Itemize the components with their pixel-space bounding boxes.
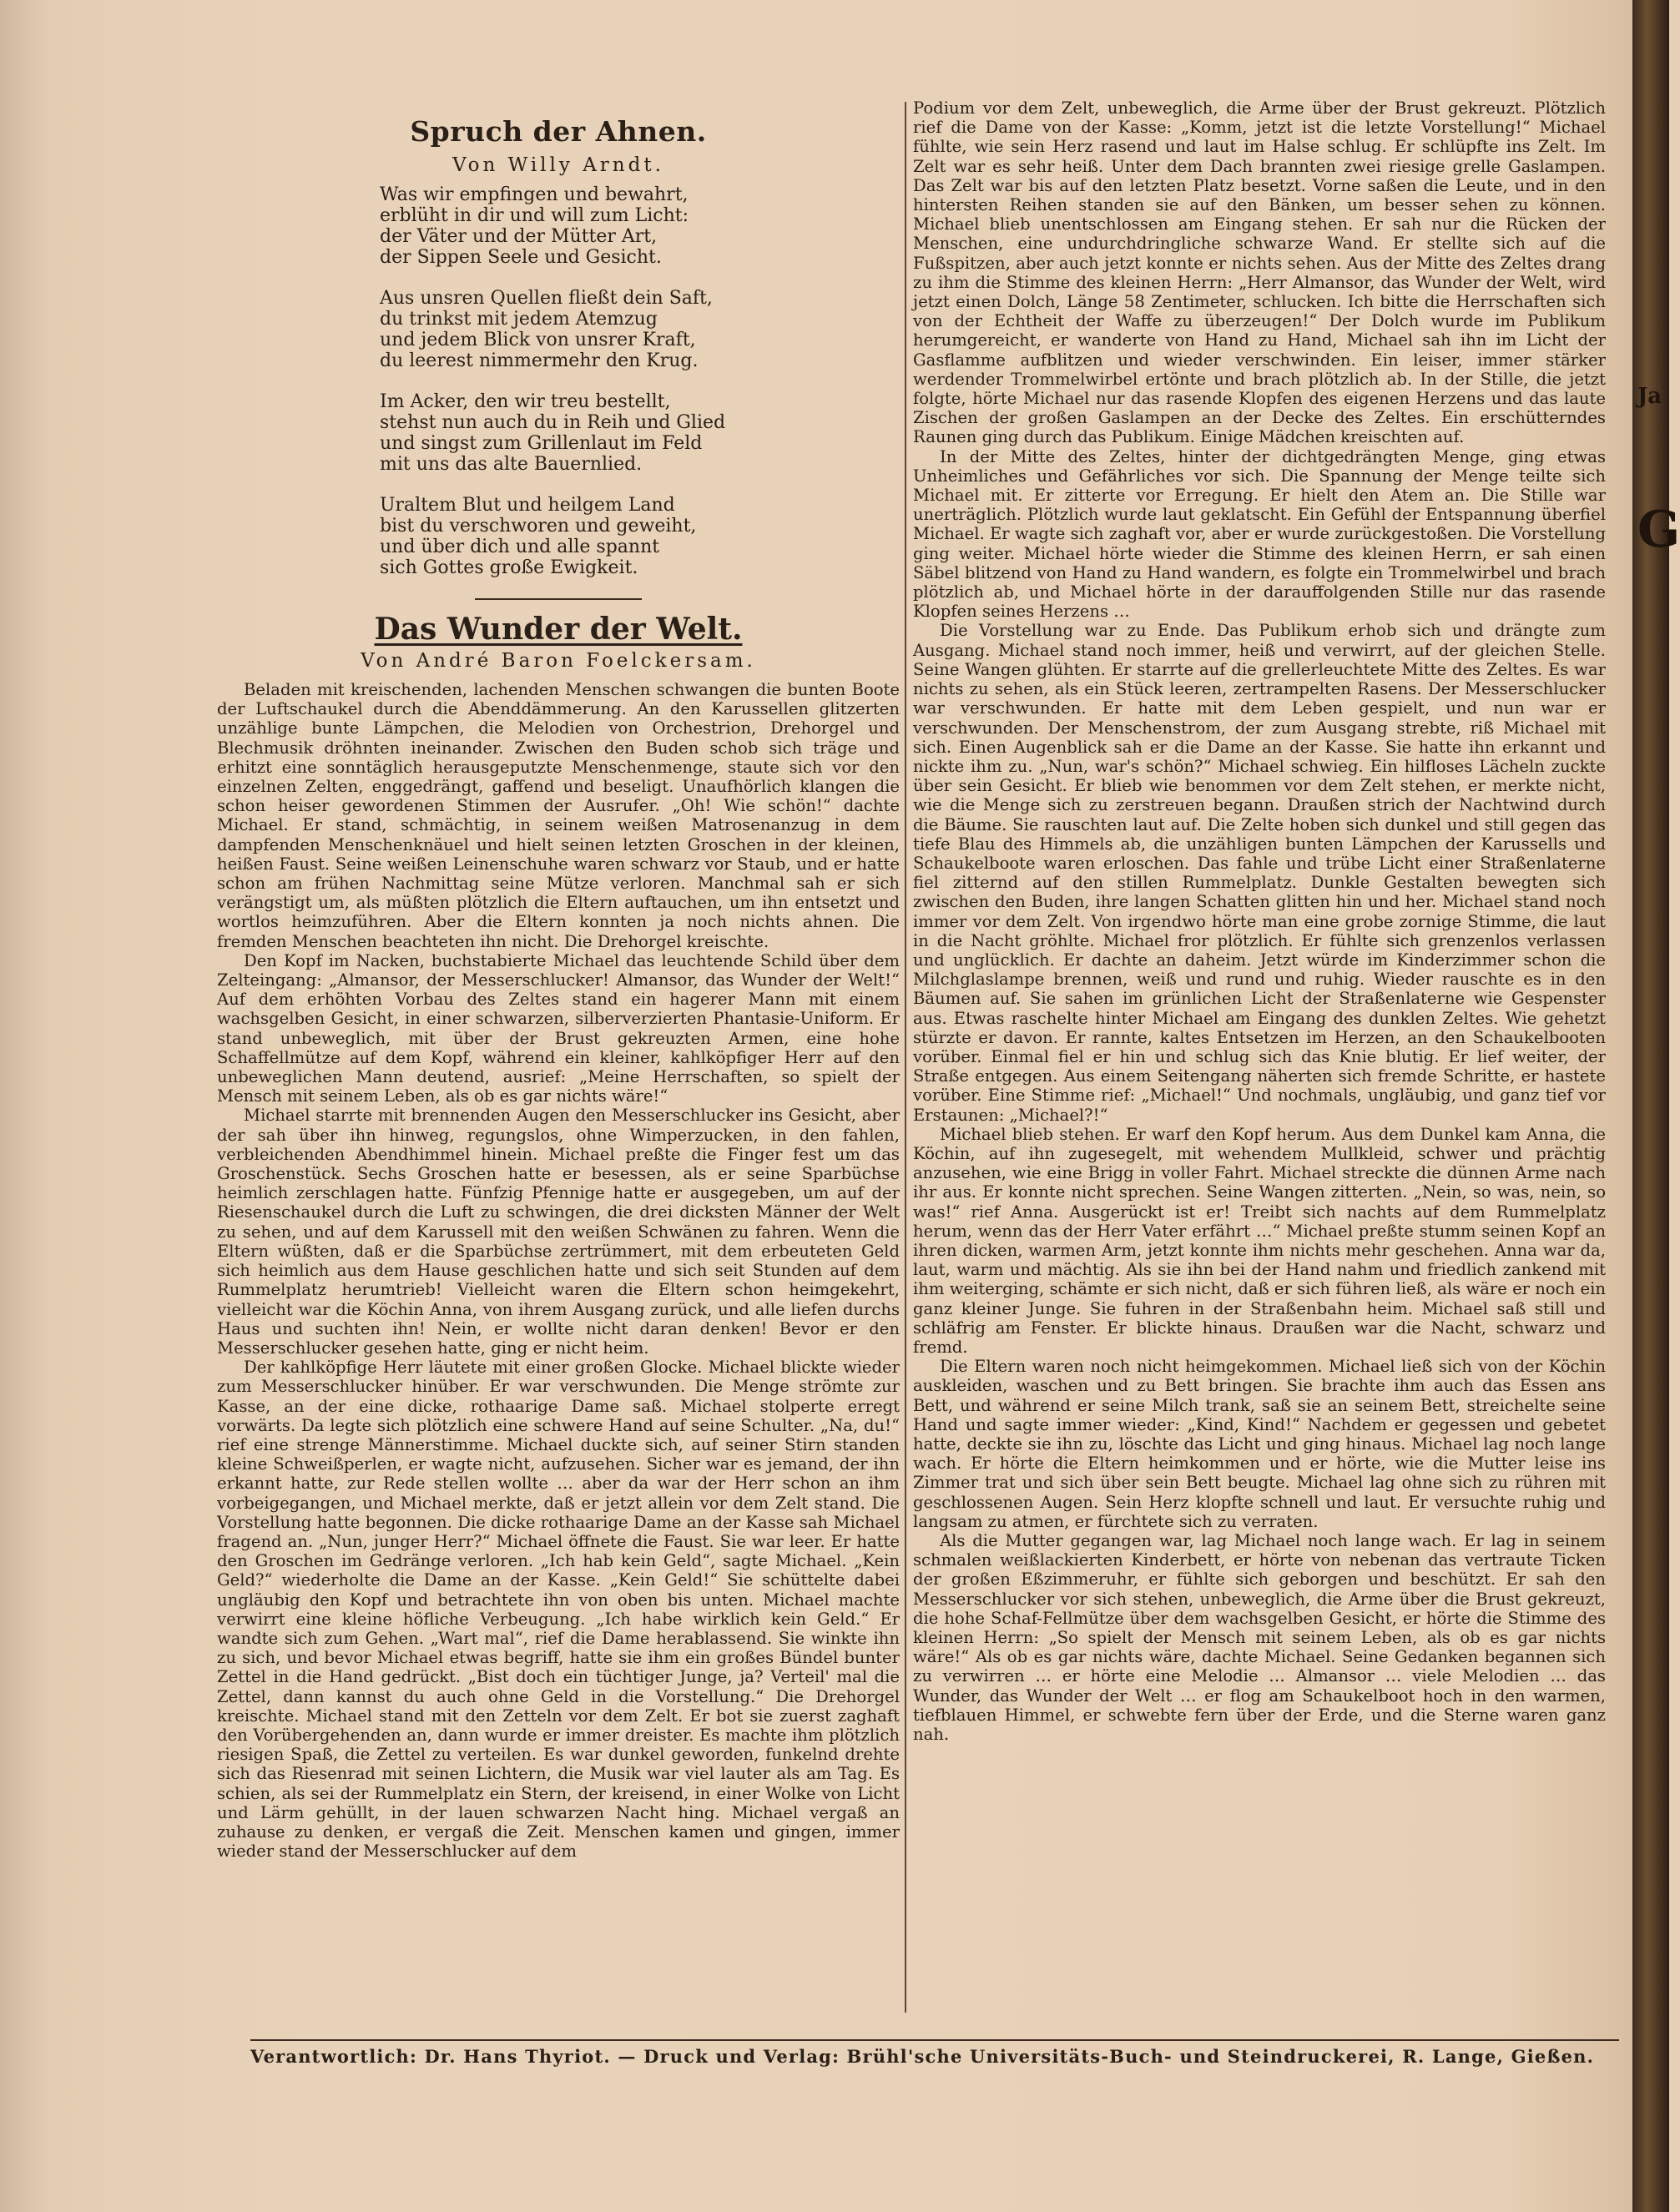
- story-paragraph: Michael blieb stehen. Er warf den Kopf herum. Aus dem Dunkel kam Anna, die Köchin, auf ihn zugesegelt, mit wehendem Mullkleid, schwer und prächtig anzusehen, wie eine Brigg in voller Fahrt. Michael streckte die dünnen Arme nach ihr aus. Er konnte nicht sprechen. Seine Wangen zitterten. „Nein, so was, nein, so was!“ rief Anna. Ausgerückt ist er! Treibt sich nachts auf dem Rummelplatz herum, wenn das der Herr Vater erfährt …“ Michael preßte stumm seinen Kopf an ihren dicken, warmen Arm, jetzt konnte ihm nichts mehr geschehen. Anna war da, laut, warm und mächtig. Als sie ihn bei der Hand nahm und friedlich zankend mit ihm weiterging, schämte er sich nicht, daß er sich führen ließ, als wäre er noch ein ganz kleiner Junge. Sie fuhren in der Straßenbahn heim. Michael saß still und schläfrig am Fenster. Er blickte hinaus. Draußen war die Nacht, schwarz und fremd.: [913, 1124, 1606, 1357]
- left-column: [217, 98, 900, 1861]
- edge-fragment: Ja: [1637, 384, 1662, 409]
- poem-line: der Väter und der Mütter Art,: [380, 226, 658, 247]
- poem-line: stehst nun auch du in Reih und Glied: [380, 412, 726, 433]
- story-paragraph: Die Eltern waren noch nicht heimgekommen. Michael ließ sich von der Köchin auskleiden, waschen und zu Bett bringen. Sie brachte ihm auch das Essen ans Bett, und während er seine Milch trank, saß sie an seinem Bett, streichelte seine Hand und sagte immer wieder: „Kind, Kind!“ Nachdem er gegessen und gebetet hatte, deckte sie ihn zu, löschte das Licht und ging hinaus. Michael lag noch lange wach. Er hörte die Eltern heimkommen und er hörte, wie die Mutter leise ins Zimmer trat und sich über sein Bett beugte. Michael lag ohne sich zu rühren mit geschlossenen Augen. Sein Herz klopfte schnell und laut. Er versuchte ruhig und langsam zu atmen, er fürchtete sich zu verraten.: [913, 1357, 1606, 1531]
- section-divider: [475, 598, 642, 600]
- poem-line: Was wir empfingen und bewahrt,: [380, 184, 689, 205]
- poem-line: und singst zum Grillenlaut im Feld: [380, 433, 703, 454]
- poem-line: du trinkst mit jedem Atemzug: [380, 309, 658, 330]
- imprint-footer: Verantwortlich: Dr. Hans Thyriot. — Druck und Verlag: Brühl'sche Universitäts-Buch- und Steindruckerei, R. Lange, Gießen.: [250, 2039, 1619, 2067]
- poem-line: und über dich und alle spannt: [380, 537, 660, 557]
- story-title: Das Wunder der Welt.: [374, 612, 743, 647]
- story-paragraph: Michael starrte mit brennenden Augen den Messerschlucker ins Gesicht, aber der sah über ihn hinweg, regungslos, ohne Wimperzucken, in den fahlen, verbleichenden Abendhimmel hinein. Michael preßte die Finger fest um das Groschenstück. Sechs Groschen hatte er besessen, als er seine Sparbüchse heimlich zerschlagen hatte. Fünfzig Pfennige hatte er ausgegeben, um auf der Riesenschaukel durch die Luft zu schwingen, die drei dicksten Männer der Welt zu sehen, und auf dem Karussell mit den weißen Schwänen zu fahren. Wenn die Eltern wüßten, daß er die Sparbüchse zertrümmert, mit dem erbeuteten Geld sich heimlich aus dem Hause geschlichen hatte und sich seit Stunden auf dem Rummelplatz herumtrieb! Vielleicht waren die Eltern schon heimgekehrt, vielleicht war die Köchin Anna, von ihrem Ausgang zurück, und alle liefen durchs Haus und suchten ihn! Nein, er wollte nicht daran denken! Bevor er den Messerschlucker gesehen hatte, ging er nicht heim.: [217, 1106, 900, 1358]
- poem-line: Uraltem Blut und heilgem Land: [380, 495, 675, 516]
- poem-author: Von Willy Arndt.: [452, 154, 664, 176]
- story-paragraph: Beladen mit kreischenden, lachenden Menschen schwangen die bunten Boote der Luftschaukel durch die Abenddämmerung. An den Karussellen glitzerten unzählige bunte Lämpchen, die Melodien von Orchestrion, Drehorgel und Blechmusik dröhnten ineinander. Zwischen den Buden schob sich träge und erhitzt eine sonntäglich herausgeputzte Menschenmenge, staute sich vor den einzelnen Zelten, enggedrängt, gaffend und beseligt. Unaufhörlich klangen die schon heiser gewordenen Stimmen der Ausrufer. „Oh! Wie schön!“ dachte Michael. Er stand, schmächtig, in seinem weißen Matrosenanzug in dem dampfenden Menschenknäuel und hielt seinen letzten Groschen in der kleinen, heißen Faust. Seine weißen Leinenschuhe waren schwarz vor Staub, und er hatte schon am frühen Nachmittag seine Mütze verloren. Manchmal sah er sich verängstigt um, als müßten plötzlich die Eltern auftauchen, um ihn entsetzt und wortlos heimzuführen. Aber die Eltern konnten ja noch nichts ahnen. Die fremden Menschen beachteten ihn nicht. Die Drehorgel kreischte.: [217, 680, 900, 951]
- story-paragraph: Als die Mutter gegangen war, lag Michael noch lange wach. Er lag in seinem schmalen weißlackierten Kinderbett, er hörte von nebenan das vertraute Ticken der großen Eßzimmeruhr, er fühlte sich geborgen und beschützt. Er sah den Messerschlucker vor sich stehen, unbeweglich, die Arme über die Brust gekreuzt, die hohe Schaf-Fellmütze über dem wachsgelben Gesicht, er hörte die Stimme des kleinen Herrn: „So spielt der Mensch mit seinem Leben, als ob es gar nichts wäre!“ Als ob es gar nichts wäre, dachte Michael. Seine Gedanken begannen sich zu verwirren … er hörte eine Melodie … Almansor … viele Melodien … das Wunder, das Wunder der Welt … er flog am Schaukelboot hoch in den warmen, tiefblauen Himmel, er schwebte fern über der Erde, und die Sterne waren ganz nah.: [913, 1531, 1606, 1745]
- adjacent-page-edge: [1632, 0, 1669, 2212]
- poem-line: der Sippen Seele und Gesicht.: [380, 247, 662, 268]
- poem-stanza: [380, 391, 900, 475]
- poem-line: mit uns das alte Bauernlied.: [380, 454, 643, 475]
- poem-line: du leerest nimmermehr den Krug.: [380, 350, 699, 371]
- poem-line: bist du verschworen und geweiht,: [380, 516, 697, 537]
- poem-stanza: [380, 288, 900, 371]
- story-paragraph: Der kahlköpfige Herr läutete mit einer großen Glocke. Michael blickte wieder zum Messerschlucker hinüber. Er war verschwunden. Die Menge strömte zur Kasse, an der eine dicke, rothaarige Dame saß. Michael stolperte erregt vorwärts. Da legte sich plötzlich eine schwere Hand auf seine Schulter. „Na, du!“ rief eine strenge Männerstimme. Michael duckte sich, auf seiner Stirn standen kleine Schweißperlen, er wagte nicht, aufzusehen. Sicher war es jemand, der ihn erkannt hatte, zur Rede stellen wollte … aber da war der Herr schon an ihm vorbeigegangen, und Michael merkte, daß er jetzt allein vor dem Zelt stand. Die Vorstellung hatte begonnen. Die dicke rothaarige Dame an der Kasse sah Michael fragend an. „Nun, junger Herr?“ Michael öffnete die Faust. Sie war leer. Er hatte den Groschen im Gedränge verloren. „Ich hab kein Geld“, sagte Michael. „Kein Geld?“ wiederholte die Dame an der Kasse. „Kein Geld!“ Sie schüttelte dabei ungläubig den Kopf und betrachtete ihn von oben bis unten. Michael machte verwirrt eine kleine höfliche Verbeugung. „Ich habe wirklich kein Geld.“ Er wandte sich zum Gehen. „Wart mal“, rief die Dame herablassend. Sie winkte ihn zu sich, und bevor Michael etwas begriff, hatte sie ihm ein großes Bündel bunter Zettel in die Hand gedrückt. „Bist doch ein tüchtiger Junge, ja? Verteil' mal die Zettel, dann kannst du auch ohne Geld in die Vorstellung.“ Die Drehorgel kreischte. Michael stand mit den Zetteln vor dem Zelt. Er bot sie zuerst zaghaft den Vorübergehenden an, dann wurde er immer dreister. Es machte ihm plötzlich riesigen Spaß, die Zettel zu verteilen. Es war dunkel geworden, funkelnd drehte sich das Riesenrad mit seinen Lichtern, die Musik war viel lauter als am Tag. Es schien, als sei der Rummelplatz ein Stern, der kreisend, in einer Wolke von Licht und Lärm gehüllt, in der lauen schwarzen Nacht hing. Michael vergaß an zuhause zu denken, er vergaß die Zeit. Menschen kamen und gingen, immer wieder stand der Messerschlucker auf dem: [217, 1358, 900, 1862]
- edge-fragment: G: [1637, 501, 1680, 559]
- poem-line: und jedem Blick von unsrer Kraft,: [380, 330, 696, 350]
- poem-stanza: [380, 184, 900, 268]
- story-paragraph: Die Vorstellung war zu Ende. Das Publikum erhob sich und drängte zum Ausgang. Michael stand noch immer, heiß und verwirrt, auf der gleichen Stelle. Seine Wangen glühten. Er starrte auf die grellerleuchtete Mitte des Zeltes. Es war nichts zu sehen, als ein Stück leeren, zertrampelten Rasens. Der Messerschlucker war verschwunden. Er hatte mit dem Leben gespielt, und nun war er verschwunden. Der Menschenstrom, der zum Ausgang strebte, riß Michael mit sich. Einen Augenblick sah er die Dame an der Kasse. Sie hatte ihn erkannt und nickte ihm zu. „Nun, war's schön?“ Michael schwieg. Ein hilfloses Lächeln zuckte über sein Gesicht. Er blieb wie benommen vor dem Zelt stehen, er merkte nicht, wie die Menge sich zu zerstreuen begann. Draußen strich der Nachtwind durch die Bäume. Sie rauschten laut auf. Die Zelte hoben sich dunkel und still gegen das tiefe Blau des Himmels ab, die unzähligen bunten Lämpchen der Karussells und Schaukelboote waren erloschen. Das fahle und trübe Licht einer Straßenlaterne fiel zitternd auf den stillen Rummelplatz. Dunkle Gestalten bewegten sich zwischen den Buden, ihre langen Schatten glitten hin und her. Michael stand noch immer vor dem Zelt. Von irgendwo hörte man eine grobe zornige Stimme, die laut in die Nacht gröhlte. Michael fror plötzlich. Er fühlte sich grenzenlos verlassen und unglücklich. Er dachte an daheim. Jetzt würde im Kinderzimmer schon die Milchglaslampe brennen, weiß und rund und ruhig. Wieder rauschte es in den Bäumen auf. Sie sahen im grünlichen Licht der Straßenlaterne wie Gespenster aus. Etwas raschelte hinter Michael am Eingang des dunklen Zeltes. Wie gehetzt stürzte er davon. Er rannte, kaltes Entsetzen im Herzen, an den Schaukelbooten vorüber. Einmal fiel er hin und schlug sich das Knie blutig. Er lief weiter, der Straße entgegen. Aus einem Seitengang näherten sich fremde Schritte, er hastete vorüber. Eine Stimme rief: „Michael!“ Und nochmals, ungläubig, und ganz tief vor Erstaunen: „Michael?!“: [913, 621, 1606, 1125]
- poem-stanza: [380, 495, 900, 578]
- story-paragraph: Den Kopf im Nacken, buchstabierte Michael das leuchtende Schild über dem Zelteingang: „Almansor, der Messerschlucker! Almansor, das Wunder der Welt!“ Auf dem erhöhten Vorbau des Zeltes stand ein hagerer Mann mit einem wachsgelben Gesicht, in einer schwarzen, silberverzierten Phantasie-Uniform. Er stand unbeweglich, mit über der Brust gekreuzten Armen, eine hohe Schaffellmütze auf dem Kopf, während ein kleiner, kahlköpfiger Herr auf den unbeweglichen Mann deutend, ausrief: „Meine Herrschaften, so spielt der Mensch mit seinem Leben, als ob es gar nichts wäre!“: [217, 950, 900, 1106]
- column-divider: [905, 102, 906, 2013]
- story-paragraph: In der Mitte des Zeltes, hinter der dichtgedrängten Menge, ging etwas Unheimliches und Gefährliches vor sich. Die Spannung der Menge teilte sich Michael mit. Er zitterte vor Erregung. Er hielt den Atem an. Die Stille war unerträglich. Plötzlich wurde laut geklatscht. Ein Gefühl der Entspannung überfiel Michael. Er wagte sich zaghaft vor, aber er wurde zurückgestoßen. Die Vorstellung ging weiter. Michael hörte wieder die Stimme des kleinen Herrn, er sah einen Säbel blitzend von Hand zu Hand wandern, es folgte ein Trommelwirbel und brach plötzlich ab, und Michael hörte in der darauffolgenden Stille nur das rasende Klopfen seines Herzens …: [913, 446, 1606, 622]
- poem-line: erblüht in dir und will zum Licht:: [380, 205, 689, 226]
- poem-line: Im Acker, den wir treu bestellt,: [380, 391, 671, 412]
- poem-line: sich Gottes große Ewigkeit.: [380, 557, 638, 578]
- story-author: Von André Baron Foelckersam.: [361, 650, 756, 672]
- right-column: [913, 98, 1606, 1744]
- poem-line: Aus unsren Quellen fließt dein Saft,: [380, 288, 713, 309]
- story-paragraph: Podium vor dem Zelt, unbeweglich, die Arme über der Brust gekreuzt. Plötzlich rief die Dame von der Kasse: „Komm, jetzt ist die letzte Vorstellung!“ Michael fühlte, wie sein Herz rasend und laut im Halse schlug. Er schlüpfte ins Zelt. Im Zelt war es sehr heiß. Unter dem Dach brannten zwei riesige grelle Gaslampen. Das Zelt war bis auf den letzten Platz besetzt. Vorne saßen die Leute, und in den hintersten Reihen standen sie auf den Bänken, um besser sehen zu können. Michael blieb unentschlossen am Eingang stehen. Er sah nur die Rücken der Menschen, eine undurchdringliche schwarze Wand. Er stellte sich auf die Fußspitzen, aber auch jetzt konnte er nichts sehen. Aus der Mitte des Zeltes drang zu ihm die Stimme des kleinen Herrn: „Herr Almansor, das Wunder der Welt, wird jetzt einen Dolch, Länge 58 Zentimeter, schlucken. Ich bitte die Herrschaften sich von der Echtheit der Waffe zu überzeugen!“ Der Dolch wurde im Publikum herumgereicht, er wanderte von Hand zu Hand, Michael sah ihn im Licht der Gasflamme aufblitzen und wieder verschwinden. Ein leiser, immer stärker werdender Trommelwirbel ertönte und brach plötzlich ab. In der Stille, die jetzt folgte, hörte Michael nur das rasende Klopfen des eigenen Herzens und das laute Zischen der großen Gaslampen an der Decke des Zeltes. Ein erschütterndes Raunen ging durch das Publikum. Einige Mädchen kreischten auf.: [913, 98, 1606, 447]
- poem-title: Spruch der Ahnen.: [410, 115, 707, 148]
